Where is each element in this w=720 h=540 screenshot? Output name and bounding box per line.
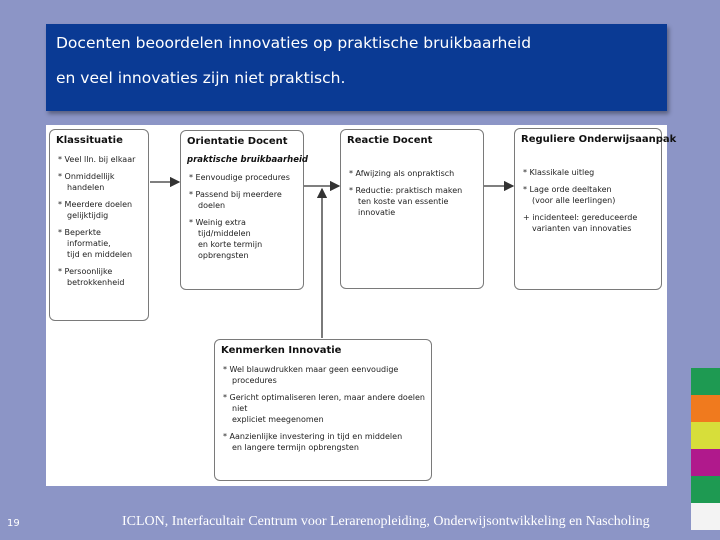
color-square [691,449,720,476]
reguliere-box [514,128,677,290]
orientatie-item: * Passend bij meerdere doelen [189,190,282,210]
color-square [691,503,720,530]
reactie-item: * Reductie: praktisch maken ten koste van essentie innovatie [349,186,463,217]
color-square [691,368,720,395]
title-bar [46,24,667,111]
orientatie-item: * Weinig extra tijd/middelen en korte termijn opbrengsten [189,218,263,260]
reguliere-title: Reguliere Onderwijsaanpak [521,134,677,145]
klassituatie-title: Klassituatie [56,135,123,146]
color-square [691,422,720,449]
orientatie-title: Orientatie Docent [187,136,288,147]
reguliere-item: + incidenteel: gereduceerde varianten van innovaties [523,213,638,233]
reguliere-item: * Lage orde deeltaken (voor alle leerlingen) [523,185,616,205]
kenmerken-box [214,339,432,481]
color-square [691,395,720,422]
reguliere-item: * Klassikale uitleg [523,168,595,177]
orientatie-box [180,130,308,290]
klassituatie-item: * Meerdere doelen gelijktijdig [58,200,133,220]
klassituatie-item: * Beperkte informatie, tijd en middelen [58,228,133,259]
kenmerken-item: * Gericht optimaliseren leren, maar andere doelen niet expliciet meegenomen [223,393,425,424]
kenmerken-item: * Aanzienlijke investering in tijd en middelen en langere termijn opbrengsten [223,432,403,452]
color-squares [691,368,720,530]
reactie-item: * Afwijzing als onpraktisch [349,169,455,178]
diagram [46,125,677,486]
klassituatie-item: * Persoonlijke betrokkenheid [58,267,125,287]
title-line-1: Docenten beoordelen innovaties op praktische bruikbaarheid [56,34,532,52]
color-square [691,476,720,503]
reactie-box [340,129,484,289]
orientatie-subtitle: praktische bruikbaarheid [187,155,308,165]
orientatie-item: * Eenvoudige procedures [189,173,290,182]
klassituatie-item: * Onmiddellijk handelen [58,172,115,192]
kenmerken-item: * Wel blauwdrukken maar geen eenvoudige procedures [223,365,399,385]
footer-text: ICLON, Interfacultair Centrum voor Lerarenopleiding, Onderwijsontwikkeling en Nascholing [122,514,650,529]
slide-number: 19 [7,518,20,529]
kenmerken-title: Kenmerken Innovatie [221,345,342,356]
klassituatie-box [49,129,149,321]
klassituatie-item: * Veel lln. bij elkaar [58,155,136,164]
title-line-2: en veel innovaties zijn niet praktisch. [56,69,346,87]
reactie-title: Reactie Docent [347,135,433,146]
